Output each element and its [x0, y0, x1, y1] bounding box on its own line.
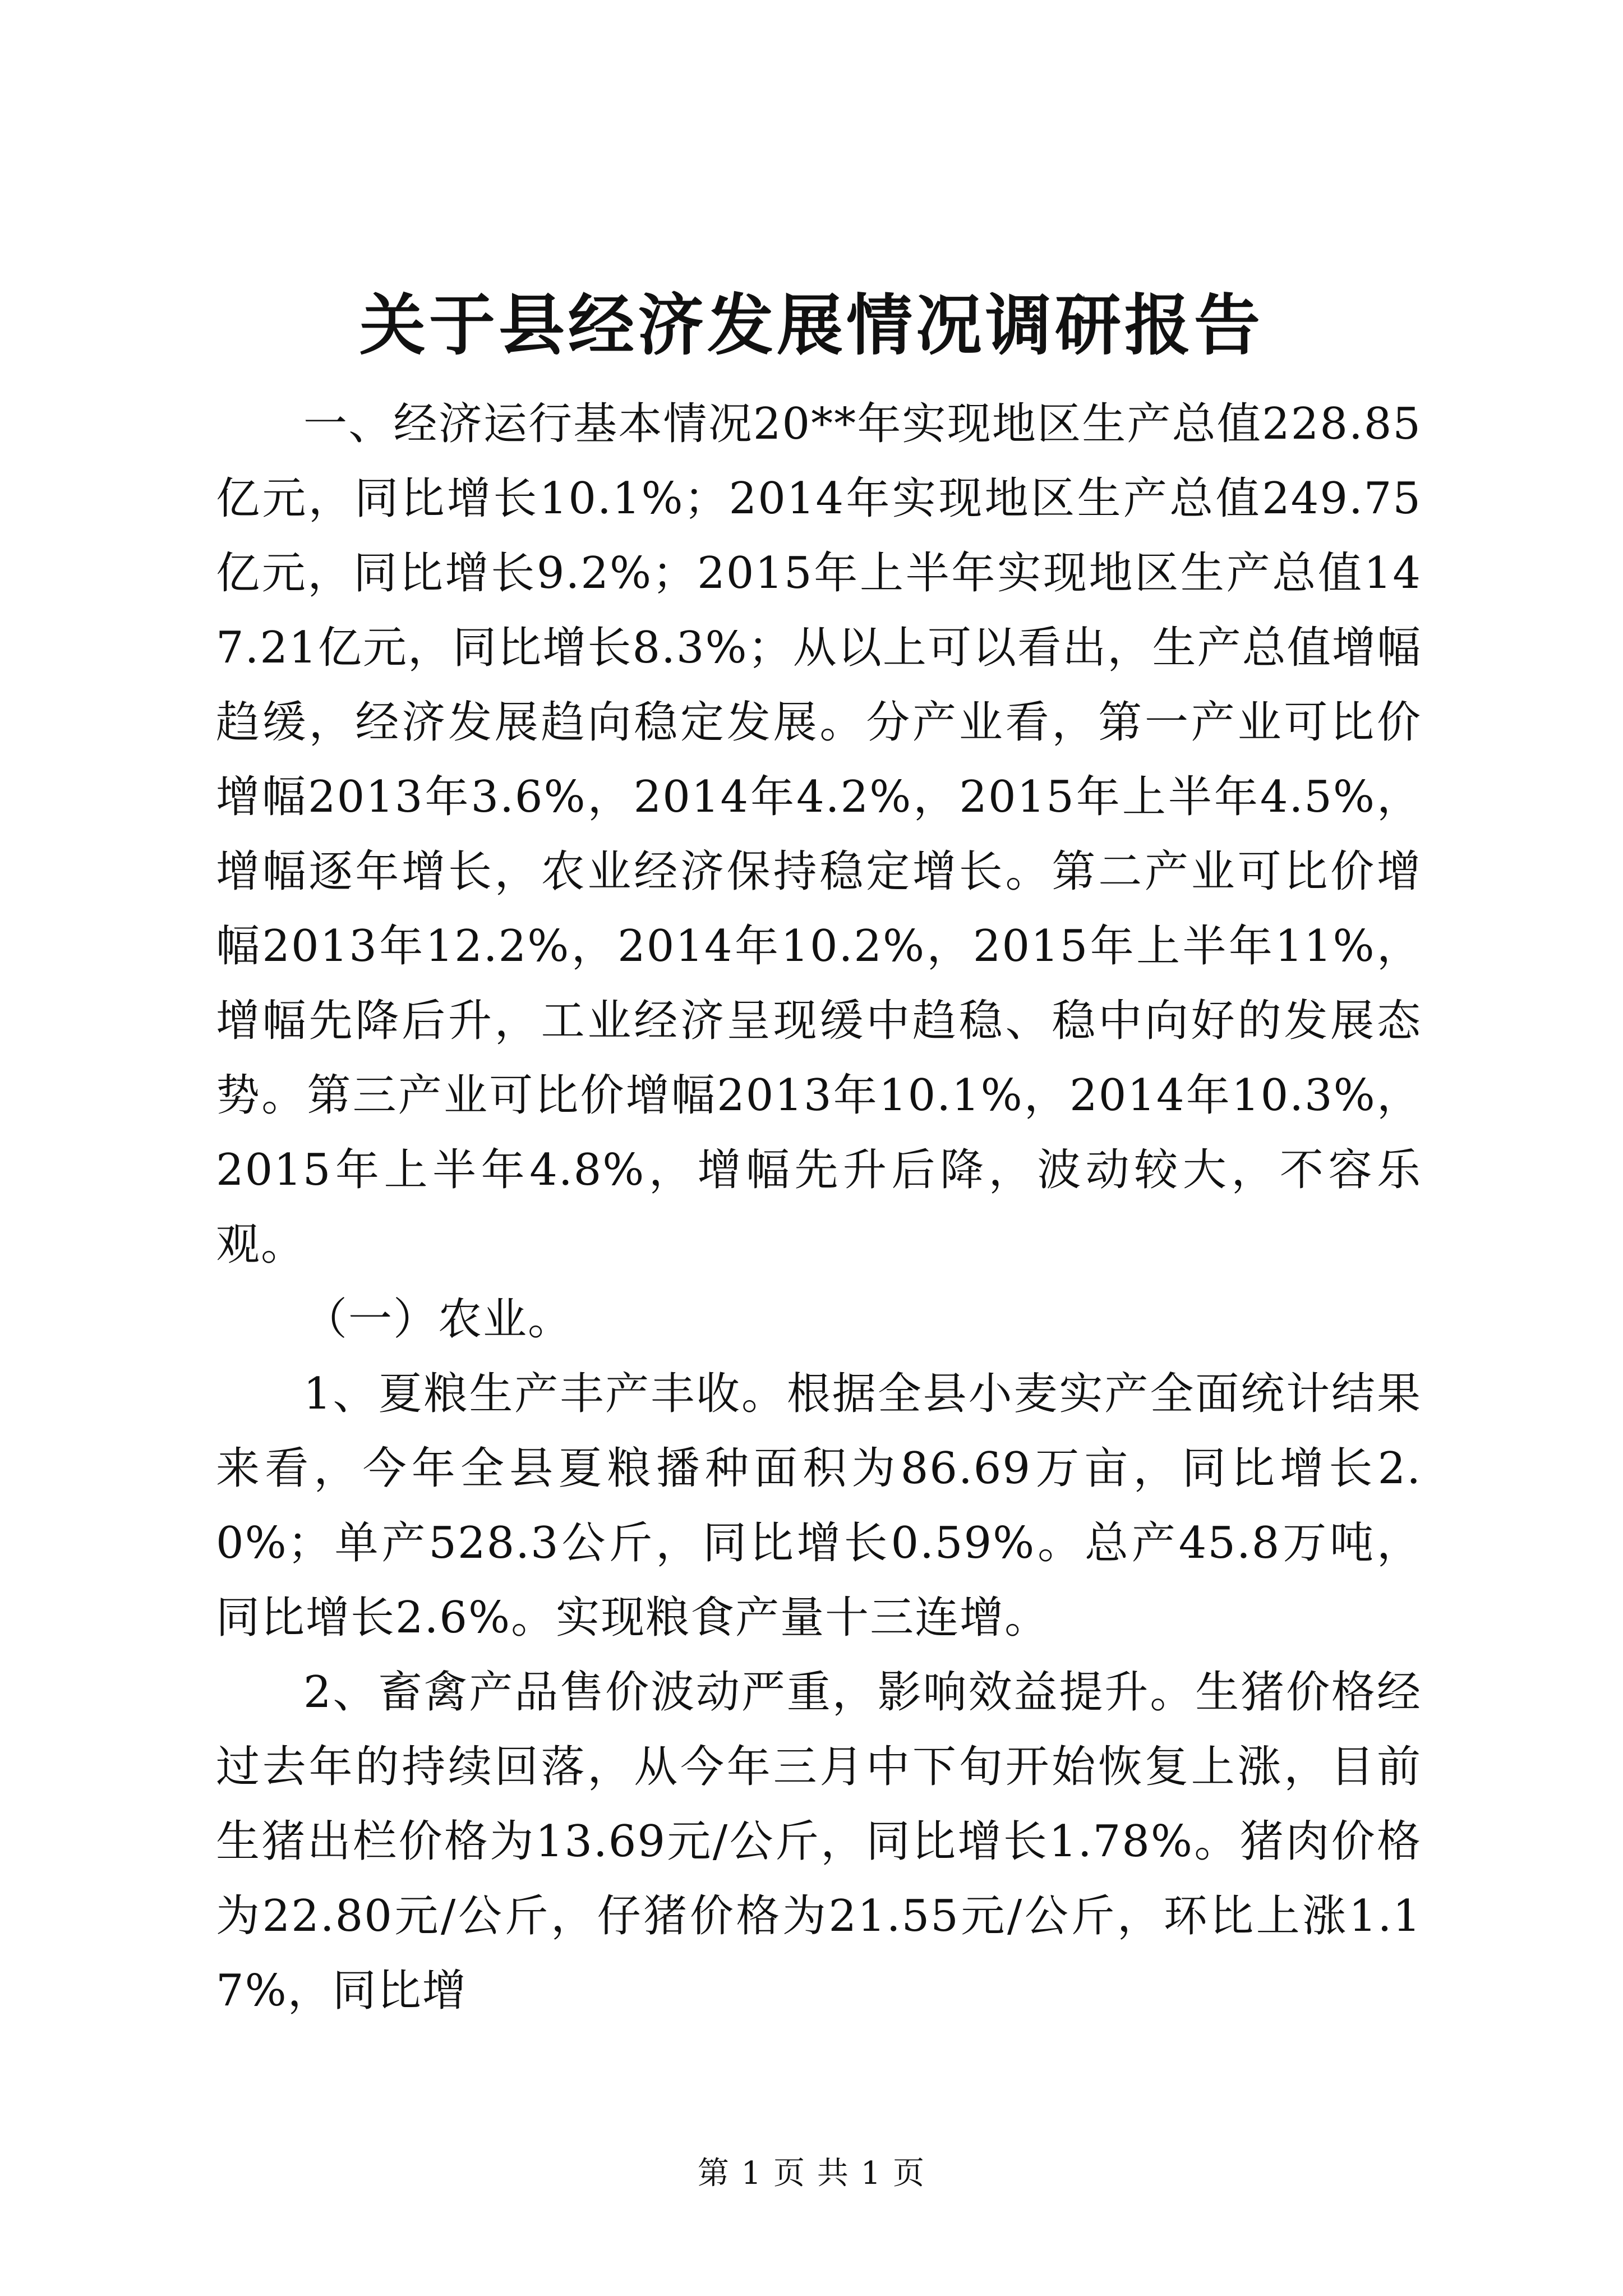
paragraph-livestock-prices: 2、畜禽产品售价波动严重，影响效益提升。生猪价格经过去年的持续回落，从今年三月中下旬开始恢复上涨，目前生猪出栏价格为13.69元/公斤，同比增长1.78%。猪肉价格为22.80元/公斤，仔猪价格为21.55元/公斤，环比上涨1.17%，同比增 [216, 1667, 1422, 2016]
paragraph-summer-grain: 1、夏粮生产丰产丰收。根据全县小麦实产全面统计结果来看，今年全县夏粮播种面积为86.69万亩，同比增长2.0%；单产528.3公斤，同比增长0.59%。总产45.8万吨，同比增长2.6%。实现粮食产量十三连增。 [216, 1369, 1422, 1643]
paragraph-economic-overview: 一、经济运行基本情况20**年实现地区生产总值228.85亿元，同比增长10.1%；2014年实现地区生产总值249.75亿元，同比增长9.2%；2015年上半年实现地区生产总值147.21亿元，同比增长8.3%；从以上可以看出，生产总值增幅趋缓，经济发展趋向稳定发展。分产业看，第一产业可比价增幅2013年3.6%，2014年4.2%，2015年上半年4.5%，增幅逐年增长，农业经济保持稳定增长。第二产业可比价增幅2013年12.2%，2014年10.2%，2015年上半年11%，增幅先降后升，工业经济呈现缓中趋稳、稳中向好的发展态势。第三产业可比价增幅2013年10.1%，2014年10.3%，2015年上半年4.8%，增幅先升后降，波动较大，不容乐观。 [216, 399, 1422, 1270]
document-title: 关于县经济发展情况调研报告 [359, 286, 1264, 364]
section-heading-agriculture: （一）农业。 [303, 1294, 573, 1345]
document-body [216, 387, 1422, 2028]
page-footer: 第 1 页 共 1 页 [697, 2155, 926, 2192]
